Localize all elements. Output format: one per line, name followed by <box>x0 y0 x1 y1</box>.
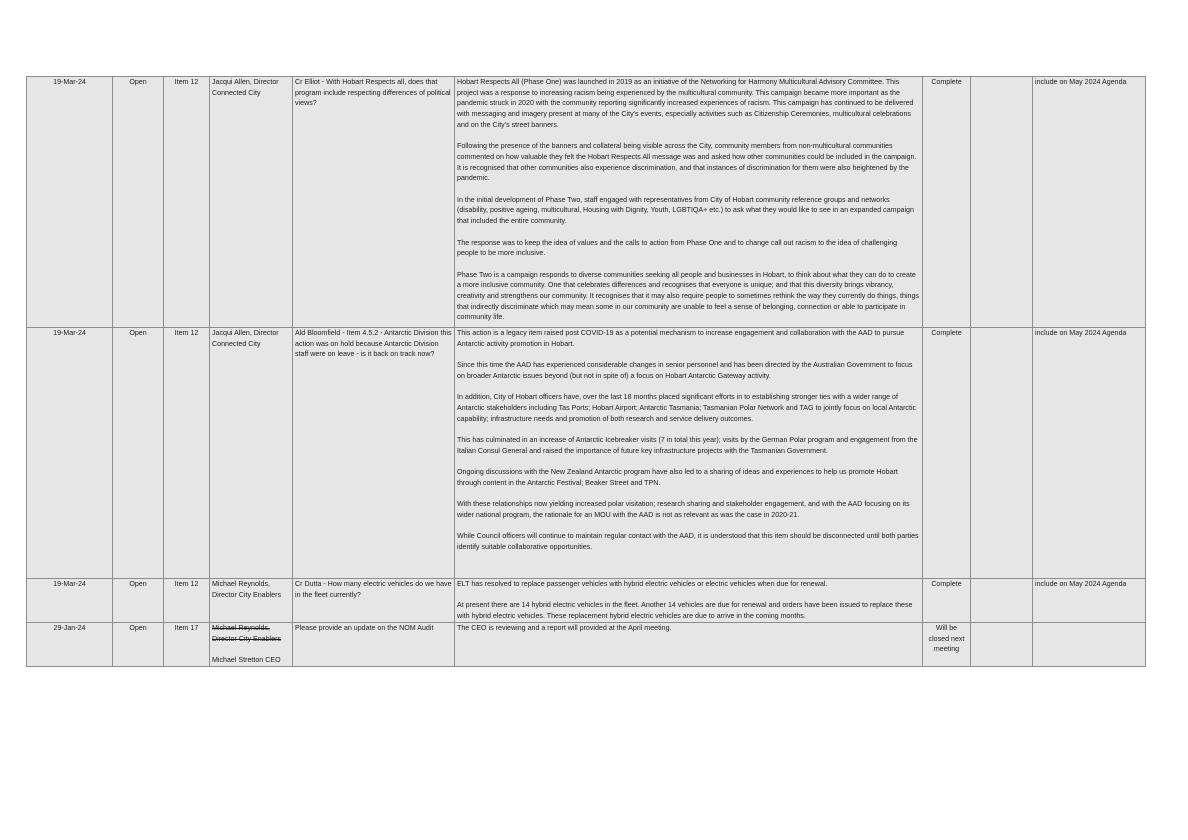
response-paragraph: Phase Two is a campaign responds to diverse communities seeking all people and businesses in Hobart, to think about what they can do to create a more inclusive community. One that celebrates differences and recognises that everyone is unique; and that this diversity brings vibrancy, creativity and strengthens our community. It recognises that it may also require people to sometimes rethink the way they currently do things, things that indirectly discriminate which may mean some in our community are unable to feel a sense of belonging, connection or able to participate in community life. <box>457 270 919 322</box>
table-row <box>27 579 1146 623</box>
response-cell <box>455 77 923 328</box>
item-cell: Item 12 <box>164 77 210 328</box>
note-cell: include on May 2024 Agenda <box>1033 77 1146 328</box>
officer-cell <box>210 579 293 623</box>
result-cell: Complete <box>923 579 971 623</box>
question-cell: Cr Dutta - How many electric vehicles do we have in the fleet currently? <box>293 579 455 623</box>
table-row <box>27 328 1146 579</box>
response-paragraph: Since this time the AAD has experienced considerable changes in senior personnel and has been directed by the Australian Government to focus on broader Antarctic issues beyond (but not in spite of) a focus on Hobart Antarctic Gateway activity. <box>457 361 913 380</box>
response-paragraph: The response was to keep the idea of values and the calls to action from Phase One and to change call out racism to the idea of challenging people to be more inclusive. <box>457 238 898 258</box>
response-paragraph: Ongoing discussions with the New Zealand Antarctic program have also led to a sharing of ideas and experiences to help us promote Hobart through content in the Antarctic Festival; Beaker Street and TPN. <box>457 468 898 487</box>
blank-cell <box>971 623 1033 667</box>
response-paragraph: ELT has resolved to replace passenger vehicles with hybrid electric vehicles or electric vehicles when due for renewal. <box>457 580 828 588</box>
status-cell: Open <box>113 328 164 579</box>
officer-name: Jacqui Allen, Director Connected City <box>212 78 279 97</box>
question-cell: Please provide an update on the NOM Audit <box>293 623 455 667</box>
table-row <box>27 77 1146 328</box>
officer-cell <box>210 623 293 667</box>
response-paragraph: The CEO is reviewing and a report will provided at the April meeting. <box>457 624 672 632</box>
response-paragraph: At present there are 14 hybrid electric vehicles in the fleet. Another 14 vehicles are due for renewal and orders have been issued to replace these with hybrid electric vehicles. These replacement hybrid electric vehicles are due to arrive in the coming months. <box>457 601 913 621</box>
response-paragraph: This action is a legacy item raised post COVID-19 as a potential mechanism to increase engagement and collaboration with the AAD to pursue Antarctic activity promotion in Hobart. <box>457 329 905 348</box>
blank-cell <box>971 579 1033 623</box>
table-row <box>27 623 1146 667</box>
date-cell: 19-Mar-24 <box>27 77 113 328</box>
date-cell: 19-Mar-24 <box>27 328 113 579</box>
blank-cell <box>971 77 1033 328</box>
response-paragraph: While Council officers will continue to maintain regular contact with the AAD, it is understood that this item should be disconnected until both parties identify suitable collaborative opportunities. <box>457 532 919 551</box>
item-cell: Item 12 <box>164 328 210 579</box>
question-cell: Ald Bloomfield - Item 4.5.2 - Antarctic Division this action was on hold because Antarctic Division staff were on leave - is it back on track now? <box>293 328 455 579</box>
officer-name: Jacqui Allen, Director Connected City <box>212 329 279 348</box>
status-cell: Open <box>113 77 164 328</box>
response-paragraph: With these relationships now yielding increased polar visitation; research sharing and stakeholder engagement, and with the AAD focusing on its wider national program, the rationale for an MOU with the AAD is not as relevant as was the case in 2020-21. <box>457 500 910 519</box>
note-cell: include on May 2024 Agenda <box>1033 328 1146 579</box>
status-cell: Open <box>113 579 164 623</box>
response-paragraph: In addition, City of Hobart officers have, over the last 18 months placed significant efforts in to establishing stronger ties with a wider range of Antarctic stakeholders including Tas Ports; Hobart Airport; Antarctic Tasmania; Tasmanian Polar Network and TAG to jointly focus on local Antarctic capability; infrastructure needs and promotion of both research and service delivery outcomes. <box>457 393 917 423</box>
response-cell <box>455 623 923 667</box>
response-paragraph: Hobart Respects All (Phase One) was launched in 2019 as an initiative of the Networking for Harmony Multicultural Advisory Committee. This project was a response to increasing racism being experienced by the multicultural community. This campaign became more important as the pandemic struck in 2020 with the community reporting significantly increased experiences of racism. This campaign has continued to be delivered with messaging and imagery present at many of the City's events, especially activities such as Citizenship Ceremonies, multicultural celebrations and on the City's street banners. <box>457 78 914 129</box>
question-cell: Cr Elliot - With Hobart Respects all, does that program include respecting differences of political views? <box>293 77 455 328</box>
note-cell <box>1033 623 1146 667</box>
date-cell: 29-Jan-24 <box>27 623 113 667</box>
officer-cell <box>210 328 293 579</box>
officer-name: Michael Stretton CEO <box>212 656 281 665</box>
response-paragraph: In the initial development of Phase Two, staff engaged with representatives from City of Hobart community reference groups and networks (disability, positive ageing, multicultural, Housing with Dignity, Youth, LGBTIQA+ etc.) to ask what they would like to see in an expanded campaign that included the entire community. <box>457 195 914 226</box>
blank-cell <box>971 328 1033 579</box>
response-cell <box>455 328 923 579</box>
result-cell: Will be closed next meeting <box>923 623 971 667</box>
item-cell: Item 12 <box>164 579 210 623</box>
response-paragraph: Following the presence of the banners and collateral being visible across the City, community members from non-multicultural communities commented on how valuable they felt the Hobart Respects All message was and asked how other communities could be included in the campaign. It is recognised that other communities also experience discrimination, and that instances of discrimination for them were also heightened by the pandemic. <box>457 142 917 183</box>
officer-name: Michael Reynolds, Director City Enablers <box>212 580 281 599</box>
result-cell: Complete <box>923 77 971 328</box>
note-cell: include on May 2024 Agenda <box>1033 579 1146 623</box>
response-cell <box>455 579 923 623</box>
result-cell: Complete <box>923 328 971 579</box>
officer-cell <box>210 77 293 328</box>
response-paragraph: This has culminated in an increase of Antarctic Icebreaker visits (7 in total this year); visits by the German Polar program and engagement from the Italian Consul General and raised the importance of future key infrastructure projects with the Tasmanian Government. <box>457 435 918 455</box>
date-cell: 19-Mar-24 <box>27 579 113 623</box>
status-cell: Open <box>113 623 164 667</box>
struck-officer-name: Michael Reynolds, Director City Enablers <box>212 624 281 643</box>
actions-table <box>26 76 1146 667</box>
item-cell: Item 17 <box>164 623 210 667</box>
